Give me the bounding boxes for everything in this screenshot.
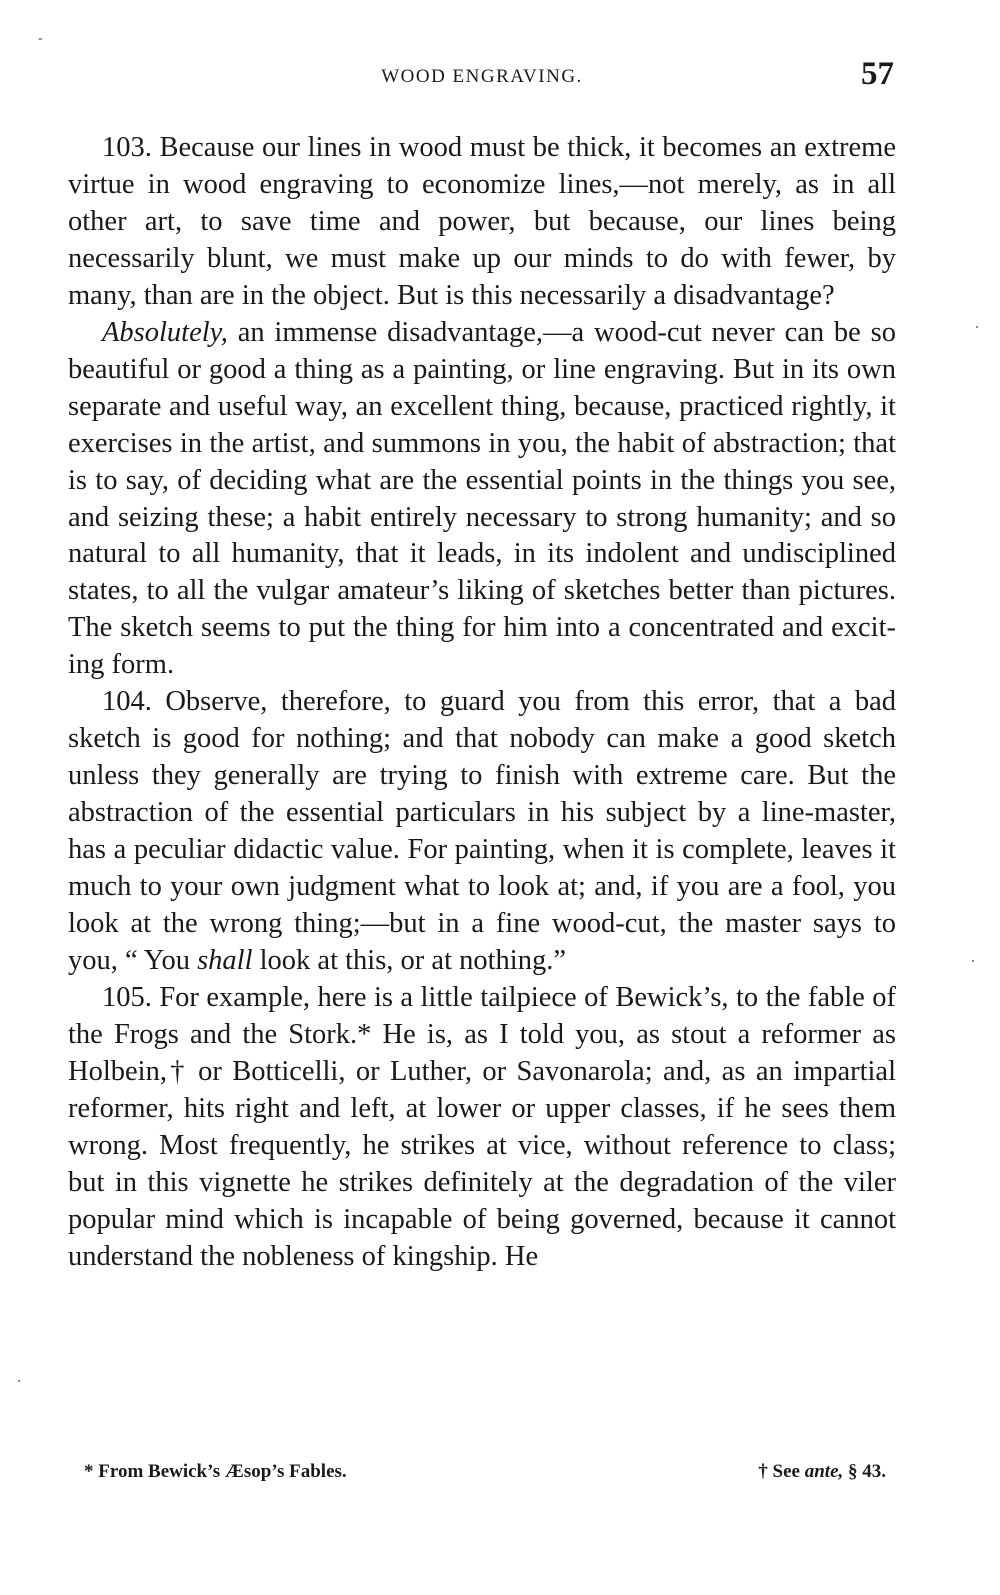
- margin-speck: [18, 1380, 20, 1382]
- paragraph-text: an immense disadvantage,—a wood-cut never can be so beautiful or good a thing as a painting, or line engraving. But in its own separate and useful way, an excellent thing, because, practiced rightly, it exercises in the artist, and summons in you, the habit of abstraction; that is to say, of deciding what are the essential points in the things you see, and seizing these; a habit entirely necessary to strong humanity; and so natural to all humanity, that it leads, in its indolent and undisciplined states, to all the vulgar amateur’s liking of sketches better than pictures. The sketch seems to put the thing for him into a concentrated and excit-ing form.: [68, 316, 896, 681]
- paragraph-text-end: look at this, or at nothing.”: [259, 944, 566, 976]
- footnote-dagger-ref: ante,: [804, 1461, 844, 1482]
- body-text: [68, 130, 896, 1276]
- page-header: [68, 56, 896, 96]
- paragraph-104: [68, 684, 896, 980]
- paragraph-text: Because our lines in wood must be thick, it becomes an extreme virtue in wood engraving to economize lines,—not merely, as in all other art, to save time and power, but because, our lines being necessarily blunt, we must make up our minds to do with fewer, by many, than are in the object. But is this necessarily a disadvantage?: [68, 132, 896, 311]
- emphasis-shall: shall: [197, 944, 253, 976]
- paragraph-lead: Absolutely,: [102, 316, 228, 348]
- margin-speck: [972, 960, 974, 962]
- running-title: WOOD ENGRAVING.: [381, 66, 583, 87]
- paragraph-105: [68, 980, 896, 1276]
- footnote-dagger-suffix: § 43.: [848, 1461, 886, 1482]
- paragraph-number: 103.: [102, 132, 152, 163]
- paragraph-text: For example, here is a little tailpiece of Bewick’s, to the fable of the Frogs and the Stork.* He is, as I told you, as stout a reformer as Holbein,† or Botticelli, or Luther, or Savonarola; and, as an impartial reformer, hits right and left, at lower or upper classes, if he sees them wrong. Most frequently, he strikes at vice, without reference to class; but in this vignette he strikes definitely at the degradation of the viler popular mind which is incapable of being governed, because it cannot understand the nobleness of kingship. He: [68, 981, 896, 1272]
- margin-speck: [976, 326, 978, 328]
- footnote-star: * From Bewick’s Æsop’s Fables.: [84, 1461, 347, 1482]
- paragraph-number: 105.: [102, 981, 152, 1013]
- footnotes: [68, 1461, 896, 1491]
- margin-mark: -: [38, 31, 43, 46]
- footnote-dagger-prefix: † See: [758, 1461, 800, 1482]
- paragraph-number: 104.: [102, 686, 152, 718]
- page-number: 57: [861, 56, 894, 92]
- paragraph-text: Observe, therefore, to guard you from this error, that a bad sketch is good for nothing; and that nobody can make a good sketch unless they generally are trying to finish with extreme care. But the abstraction of the essential particulars in his subject by a line-master, has a peculiar didactic value. For painting, when it is complete, leaves it much to your own judgment what to look at; and, if you are a fool, you look at the wrong thing;—but in a fine wood-cut, the master says to you, “ You: [68, 686, 896, 976]
- paragraph-absolutely: [68, 315, 896, 685]
- paragraph-103: [68, 130, 896, 315]
- footnote-dagger: [758, 1461, 886, 1483]
